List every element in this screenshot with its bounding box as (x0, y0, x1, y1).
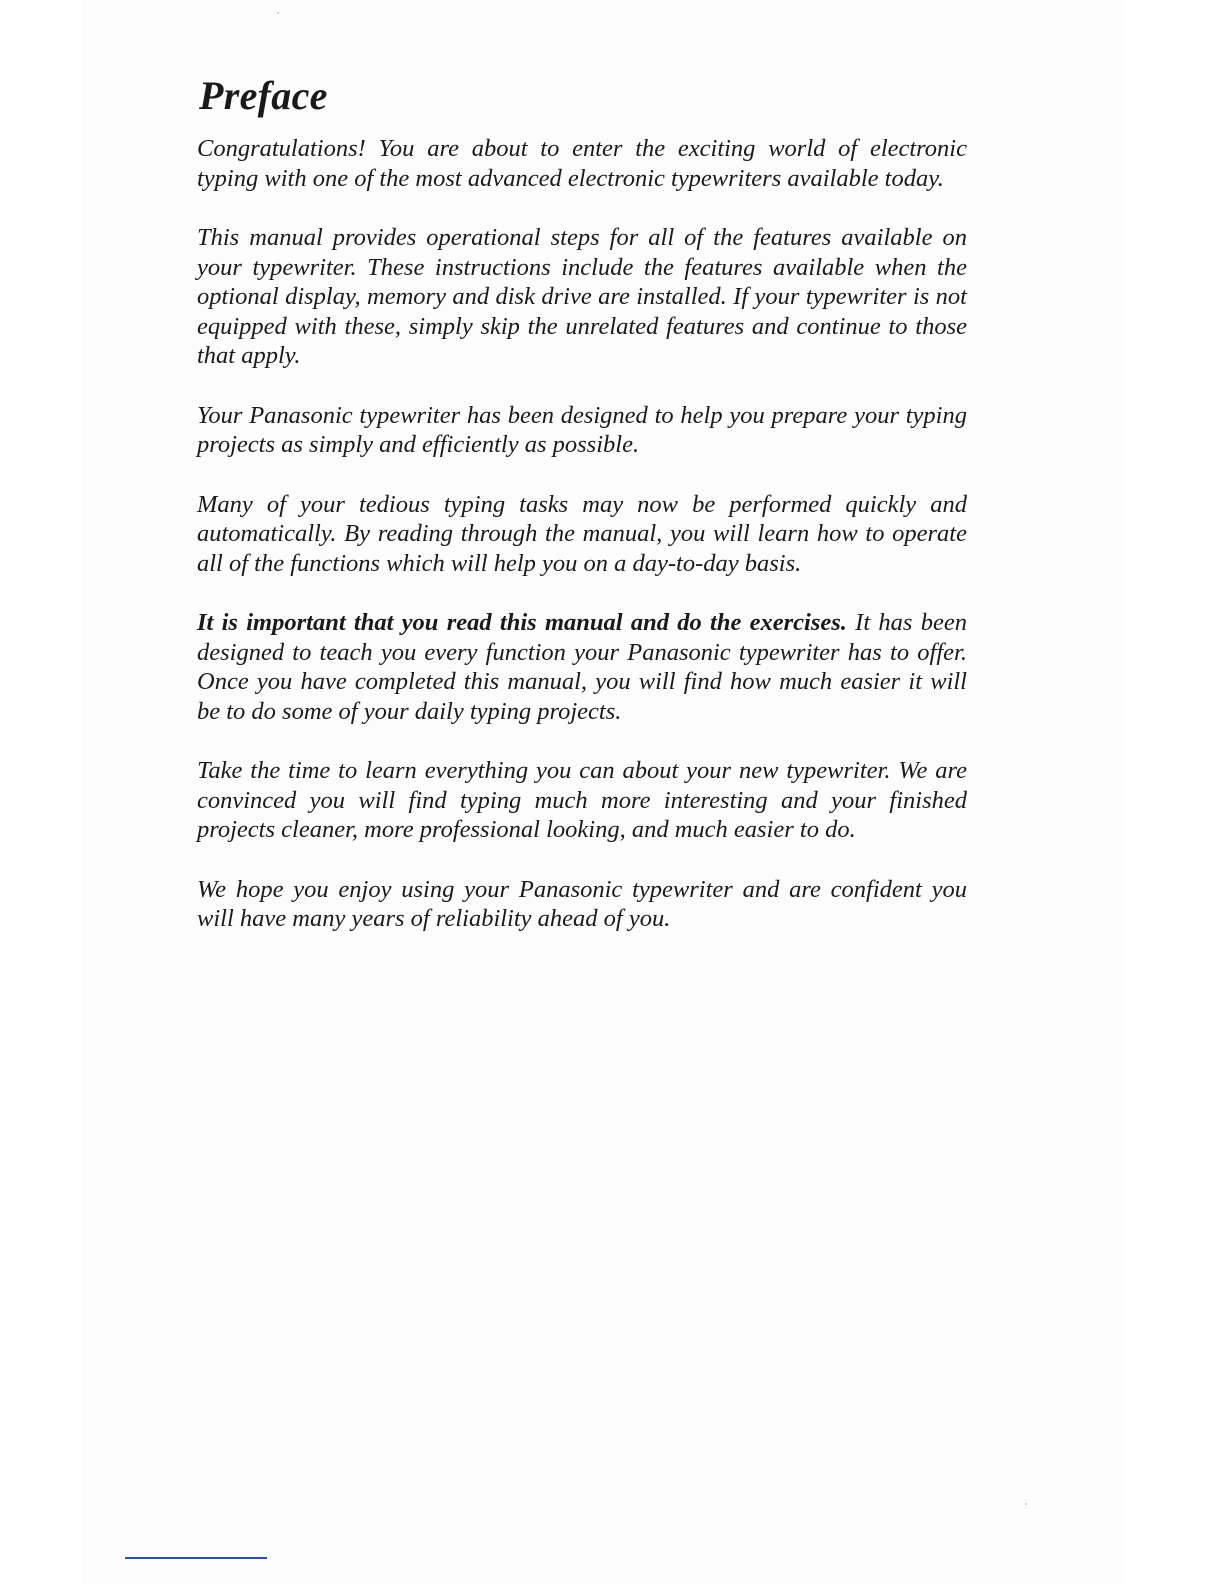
paragraph-design: Your Panasonic typewriter has been designed to help you prepare your typing projects as simply and efficiently as possible. (197, 401, 967, 458)
important-rest: It has been designed to teach you every function your Panasonic typewriter has to offer. Once you have completed this manual, you will find how much easier it will be to do some of your daily typing projects. (197, 609, 967, 725)
page-title: Preface (199, 73, 328, 118)
paragraph-closing: We hope you enjoy using your Panasonic typewriter and are confident you will have many years of reliability ahead of you. (197, 875, 967, 932)
paragraph-automation: Many of your tedious typing tasks may now be performed quickly and automatically. By reading through the manual, you will learn how to operate all of the functions which will help you on a day-to-day basis. (197, 490, 967, 577)
preface-content (197, 72, 967, 964)
scan-speck (1025, 1503, 1027, 1505)
bottom-rule (125, 1557, 267, 1559)
paragraph-take-time: Take the time to learn everything you can about your new typewriter. We are convinced you will find typing much more interesting and your finished projects cleaner, more professional looking, and much easier to do. (197, 757, 967, 843)
scan-speck (277, 12, 279, 14)
paragraph-congratulations: Congratulations! You are about to enter the exciting world of electronic typing with one of the most advanced electronic typewriters available today. (197, 135, 967, 192)
important-notice: It is important that you read this manual and do the exercises. (197, 609, 847, 636)
paragraph-important (197, 608, 967, 726)
paragraph-manual-overview: This manual provides operational steps for all of the features available on your typewriter. These instructions include the features available when the optional display, memory and disk drive are installed. If your typewriter is not equipped with these, simply skip the unrelated features and continue to those that apply. (197, 224, 967, 369)
